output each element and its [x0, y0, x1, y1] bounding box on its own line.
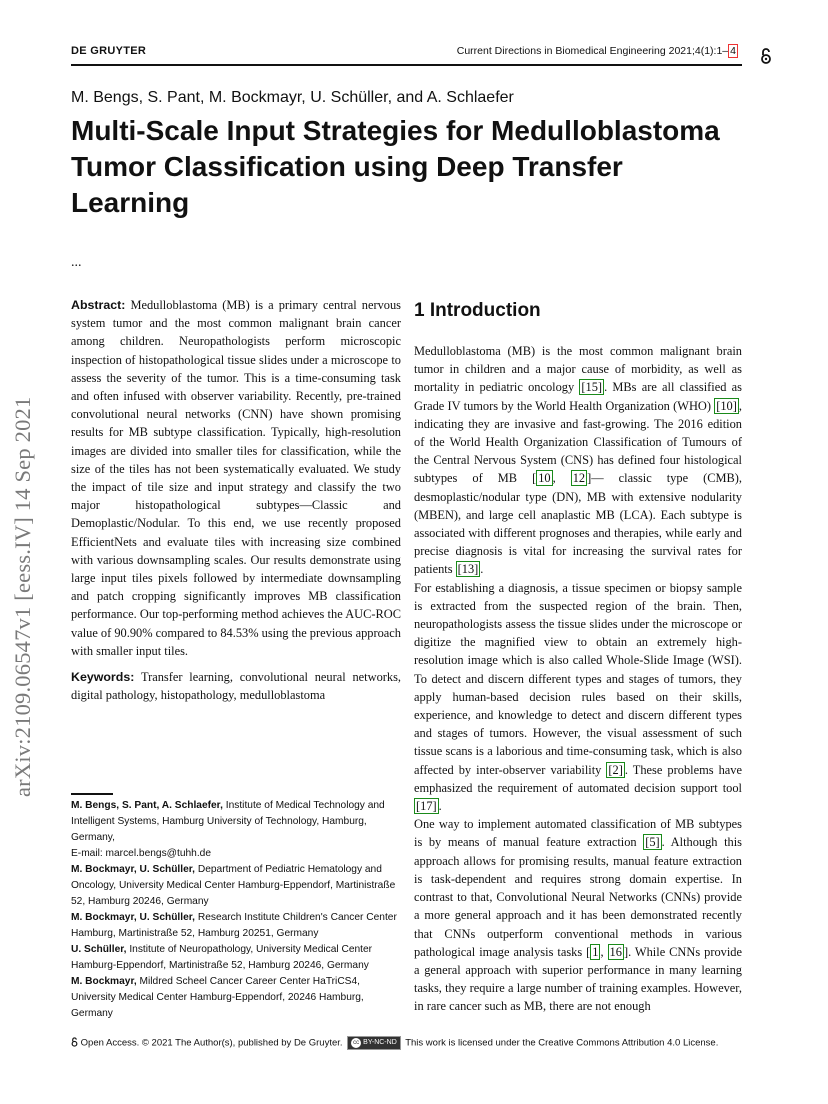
author-list: M. Bengs, S. Pant, M. Bockmayr, U. Schüller, and A. Schlaefer — [71, 89, 514, 106]
keywords-label: Keywords: — [71, 670, 135, 684]
publisher-name: DE GRUYTER — [71, 45, 147, 57]
journal-citation — [457, 45, 738, 57]
citation-link[interactable]: [2] — [608, 762, 623, 777]
affiliation-item: M. Bockmayr, Mildred Scheel Cancer Career Center HaTriCS4, University Medical Center Hamburg-Eppendorf, 20246 Hamburg, Germany — [71, 976, 364, 1019]
keywords — [71, 668, 401, 704]
open-access-icon — [71, 1037, 78, 1047]
page-footer — [71, 1036, 718, 1050]
section-heading-introduction: 1 Introduction — [414, 300, 541, 321]
cc-license-badge[interactable]: cc BY-NC-ND — [347, 1036, 401, 1050]
citation-link[interactable]: [13] — [457, 562, 479, 577]
citation-link[interactable]: [17] — [416, 799, 437, 814]
citation-link[interactable]: [10] — [716, 398, 737, 413]
journal-last-page-link[interactable]: 4 — [730, 45, 736, 57]
open-access-icon — [760, 48, 772, 64]
footnote-rule — [71, 793, 113, 795]
citation-link[interactable]: [5] — [645, 835, 660, 850]
affiliations — [71, 798, 401, 1022]
affiliation-item: U. Schüller, Institute of Neuropathology, University Medical Center Hamburg-Eppendorf, Martinistraße 52, Hamburg 20246, Germany — [71, 944, 373, 971]
introduction-body — [414, 342, 742, 1016]
keywords-text: Transfer learning, convolutional neural networks, digital pathology, histopathology, medulloblastoma — [71, 670, 402, 703]
cc-icon: cc — [353, 1040, 360, 1046]
abstract-text: Medulloblastoma (MB) is a primary central nervous system tumor and the most common malignant brain cancer among children. Neuropathologists perform microscopic inspection of histopathological tissue slides under a microscope to assess the severity of the tumor. This is a time-consuming task and often infused with observer variability. Recently, pre-trained convolutional neural networks (CNN) have shown promising results for MB subtype classification. Typically, high-resolution images are divided into smaller tiles for classification, while the size of the tiles has not been systematically evaluated. We study the impact of tile size and input strategy and classify the two major histopathological subtypes—Classic and Demoplastic/Nodular. To this end, we use recently proposed EfficientNets and evaluate tiles with increasing size combined with various downsampling scales. Our results demonstrate using large input tiles pixels followed by intermediate downsampling and patch cropping significantly improves MB classification performance. Our top-performing method achieves the AUC-ROC value of 90.90% compared to 84.53% using the previous approach with smaller input tiles. — [71, 298, 401, 658]
arxiv-stamp: arXiv:2109.06547v1 [eess.IV] 14 Sep 2021 — [10, 396, 35, 797]
citation-link[interactable]: 12 — [572, 471, 586, 486]
abstract — [71, 296, 401, 660]
citation-link[interactable]: 1 — [592, 944, 599, 959]
header-rule — [71, 64, 742, 66]
open-access-text: Open Access. © 2021 The Author(s), published by De Gruyter. — [80, 1037, 343, 1049]
intro-paragraph-3: One way to implement automated classification of MB subtypes is by means of manual feature extraction [5] . Although this approach allows for promising results, manual feature extraction is task-dependent and requires strong domain expertise. In contrast to that, Convolutional Neural Networks (CNNs) provide a more general approach and it has been demonstrated recently that CNNs outperform conventional methods in various pathological image analysis tasks [ 1 , 16 ]. While CNNs provide a general approach with superior performance in many learning tasks, they require a large number of training examples. However, in rare cancer such as MB, there are not enough — [414, 817, 742, 1014]
paper-title: Multi-Scale Input Strategies for Medulloblastoma Tumor Classification using Deep Transfer Learning — [71, 115, 720, 218]
intro-paragraph-1: Medulloblastoma (MB) is the most common malignant brain tumor in children and a major cause of morbidity, as well as mortality in pediatric oncology [15] . MBs are all classified as Grade IV tumors by the World Health Organization (WHO) [10] , indicating they are invasive and fast-growing. The 2016 edition of the World Health Organization Classification of Tumours of the Central Nervous System (CNS) has defined four histological subtypes of MB [ 10 , 12 ]— classic type (CMB), desmoplastic/nodular type (DN), MB with extensive nodularity (MBEN), and large cell anaplastic MB (LCA). Each subtype is associated with different prognoses and therapies, while early and precise diagnosis is vital for increasing the survival rates for patients [13] . — [414, 344, 742, 577]
affiliation-item: M. Bengs, S. Pant, A. Schlaefer, Institute of Medical Technology and Intelligent Systems, Hamburg University of Technology, Hamburg, Germany, — [71, 800, 385, 843]
ellipsis: ... — [71, 255, 82, 270]
citation-link[interactable]: 16 — [609, 944, 622, 959]
affiliation-email[interactable]: E-mail: marcel.bengs@tuhh.de — [71, 848, 212, 859]
journal-citation-text: Current Directions in Biomedical Engineering 2021;4(1):1– — [456, 45, 729, 57]
citation-link[interactable]: [15] — [581, 380, 603, 395]
affiliation-item: M. Bockmayr, U. Schüller, Research Institute Children's Cancer Center Hamburg, Martinistraße 52, Hamburg 20251, Germany — [71, 912, 397, 939]
affiliation-item: M. Bockmayr, U. Schüller, Department of Pediatric Hematology and Oncology, University Medical Center Hamburg-Eppendorf, Martinistraße 52, Hamburg 20246, Germany — [71, 864, 396, 907]
abstract-label: Abstract: — [71, 298, 126, 312]
license-text: This work is licensed under the Creative Commons Attribution 4.0 License. — [405, 1037, 719, 1049]
citation-link[interactable]: 10 — [538, 471, 551, 486]
intro-paragraph-2: For establishing a diagnosis, a tissue specimen or biopsy sample is extracted from the suspected region of the brain. Then, neuropathologists assess the tissue slides under the microscope or digitize the magnified view to obtain an extremely high-resolution image which is also called Whole-Slide Image (WSI). To detect and discern different types and stages of tumors, they apply human-based decision rules based on their skills, experience, and knowledge to detect and discern different types and stages of tumors. However, the visual assessment of such tissue scans is a laborious and time-consuming task, which is also affected by inter-observer variability [2] . These problems have emphasized the requirement of automated decision support tool [17] . — [414, 580, 742, 814]
